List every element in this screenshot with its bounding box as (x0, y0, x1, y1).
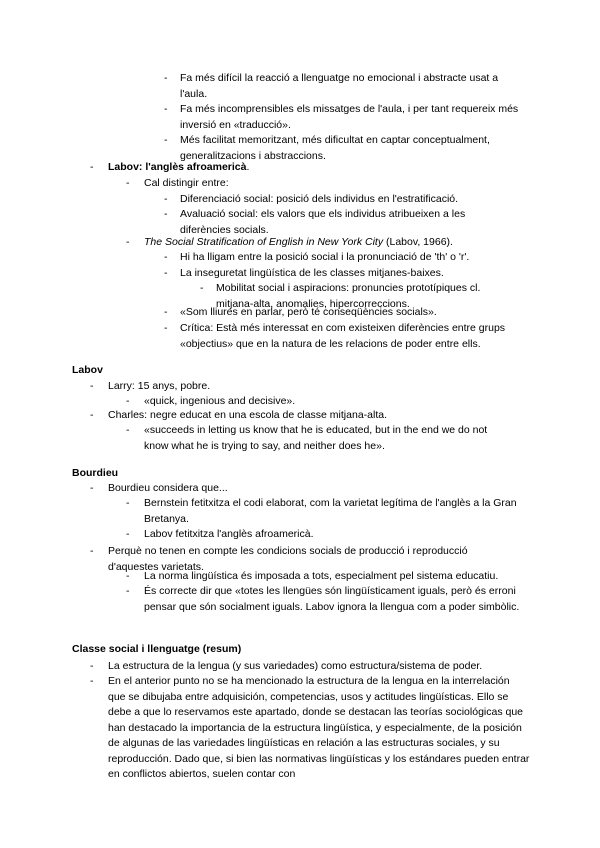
bullet-dash: - (90, 161, 94, 173)
list-item-text: Perquè no tenen en compte les condicions socials de producció i reproducció d'aquestes varietats. (108, 545, 468, 573)
list-item (164, 192, 525, 208)
list-item (126, 527, 524, 543)
list-item-text: Larry: 15 anys, pobre. (108, 380, 211, 392)
list-item (164, 266, 525, 282)
list-item-text: Labov fetitxitza l'anglès afroamericà. (144, 528, 314, 540)
list-item (164, 71, 525, 102)
list-item-text (108, 160, 528, 176)
bullet-dash: - (200, 282, 204, 294)
list-item-text: Diferenciació social: posició dels individus en l'estratificació. (180, 193, 459, 205)
book-title: The Social Stratification of English in New York City (144, 236, 384, 248)
bullet-dash: - (164, 208, 168, 220)
book-suffix: (Labov, 1966). (383, 236, 453, 248)
list-item-text: «Som lliures en parlar, però té conseqüències socials». (180, 306, 437, 318)
list-item-text: La estructura de la lengua (y sus variedades) como estructura/sistema de poder. (108, 660, 483, 672)
labov-title: Labov: l'anglès afroamericà (108, 161, 247, 173)
list-item-text: Fa més difícil la reacció a llenguatge no emocional i abstracte usat a l'aula. (180, 72, 499, 100)
list-item-text: La inseguretat lingüística de les classes mitjanes-baixes. (180, 267, 444, 279)
list-item-text: «succeeds in letting us know that he is educated, but in the end we do not know what he is trying to say, and neither does he». (144, 424, 488, 452)
list-item-text: Avaluació social: els valors que els individus atribueixen a les diferències socials. (180, 208, 466, 236)
list-item-text: Hi ha lligam entre la posició social i la pronunciació de 'th' o 'r'. (180, 251, 470, 263)
bullet-dash: - (164, 134, 168, 146)
list-item (164, 305, 525, 321)
list-item-text: La norma lingüística és imposada a tots, especialment pel sistema educatiu. (144, 570, 499, 582)
bullet-dash: - (90, 545, 94, 557)
list-item (126, 584, 534, 615)
bullet-dash: - (90, 380, 94, 392)
section-heading-bourdieu: Bourdieu (72, 467, 119, 479)
list-item (90, 160, 528, 176)
list-item (164, 207, 505, 238)
bullet-dash: - (90, 409, 94, 421)
bullet-dash: - (164, 103, 168, 115)
bullet-dash: - (164, 193, 168, 205)
list-item-text (144, 235, 534, 251)
list-item (126, 176, 534, 192)
bullet-dash: - (126, 570, 130, 582)
list-item-text: Crítica: Està més interessat en com existeixen diferències entre grups «objectius» que en la natura de les relacions de poder entre ells. (180, 322, 506, 350)
bullet-dash: - (126, 528, 130, 540)
bullet-dash: - (164, 251, 168, 263)
list-item-text: És correcte dir que «totes les llengües són lingüísticament iguals, però és erroni pensar que són socialment iguals. Labov ignora la llengua com a poder simbòlic. (144, 585, 520, 613)
list-item-text: Bernstein fetitxitza el codi elaborat, com la varietat legítima de l'anglès a la Gran Bretanya. (144, 497, 517, 525)
section-heading-labov: Labov (72, 364, 103, 376)
list-item (126, 423, 514, 454)
list-item (90, 659, 528, 675)
list-item (164, 102, 525, 133)
bullet-dash: - (90, 482, 94, 494)
bullet-dash: - (126, 395, 130, 407)
list-item (90, 674, 530, 783)
list-item-text: Charles: negre educat en una escola de classe mitjana-alta. (108, 409, 387, 421)
bullet-dash: - (126, 236, 130, 248)
list-item (126, 569, 529, 585)
list-item-text: Fa més incomprensibles els missatges de l'aula, i per tant requereix més inversió en «traducció». (180, 103, 519, 131)
list-item (90, 408, 528, 424)
list-item (164, 321, 530, 352)
bullet-dash: - (126, 497, 130, 509)
labov-title-suffix: . (246, 161, 250, 173)
list-item (126, 235, 534, 251)
list-item-text: «quick, ingenious and decisive». (144, 395, 296, 407)
bullet-dash: - (164, 306, 168, 318)
list-item-text: Més facilitat memoritzant, més dificultat en captar conceptualment, generalitzacions i abstraccions. (180, 134, 490, 162)
bullet-dash: - (126, 585, 130, 597)
bullet-dash: - (126, 424, 130, 436)
list-item-text: Bourdieu considera que... (108, 482, 228, 494)
bullet-dash: - (126, 177, 130, 189)
list-item (164, 250, 525, 266)
bullet-dash: - (90, 675, 94, 687)
list-item-text: En el anterior punto no se ha mencionado la estructura de la lengua en la interrelación que se dibujaba entre adquisición, competencias, usos y actitudes lingüísticas. Ello se debe a que lo reservamos este apartado, donde se destacan las teorías sociológicas que han destacado la importancia de la estructura lingüística, y especialmente, de la posición de algunas de las variedades lingüísticas en relación a las estructuras sociales, y su reproducción. Dado que, si bien las normativas lingüísticas y los estándares pueden entrar en conflictos abiertos, suelen contar con (108, 675, 530, 780)
list-item (90, 481, 528, 497)
bullet-dash: - (164, 72, 168, 84)
list-item (90, 379, 528, 395)
section-heading-resum: Classe social i llenguatge (resum) (72, 643, 242, 655)
bullet-dash: - (90, 660, 94, 672)
bullet-dash: - (164, 267, 168, 279)
list-item-text: Mobilitat social i aspiracions: pronuncies prototípiques cl. mitjana-alta, anomalies, hipercorreccions. (216, 282, 481, 310)
list-item (126, 496, 524, 527)
list-item-text: Cal distingir entre: (144, 177, 229, 189)
bullet-dash: - (164, 322, 168, 334)
